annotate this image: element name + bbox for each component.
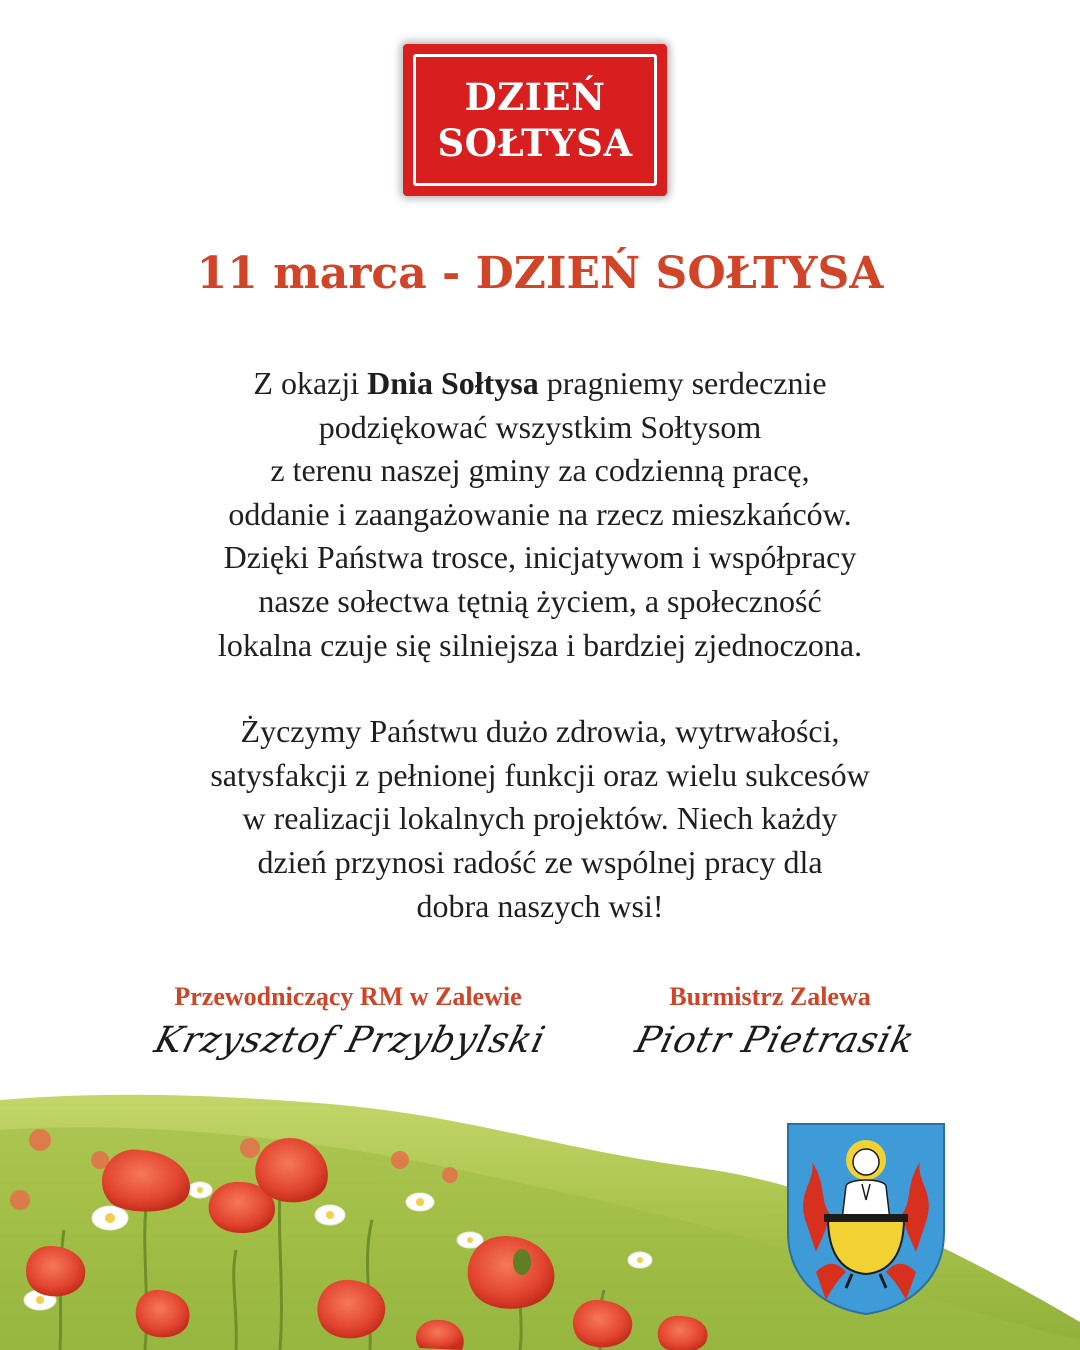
paragraph-thanks-line-1 [70, 362, 1010, 406]
badge-line-2: SOŁTYSA [437, 121, 633, 165]
signature-mayor: Piotr Pietrasik [631, 1020, 919, 1061]
tail-text: pragniemy serdecznie [538, 365, 827, 401]
paragraph-thanks [70, 362, 1010, 667]
paragraph-wishes-line: Życzymy Państwu dużo zdrowia, wytrwałości, [240, 713, 840, 750]
paragraph-thanks-line: oddanie i zaangażowanie na rzecz mieszkańców. [228, 495, 852, 532]
message-body [70, 362, 1010, 928]
paragraph-wishes-line: w realizacji lokalnych projektów. Niech każdy [242, 800, 838, 837]
headline: 11 marca - DZIEŃ SOŁTYSA [196, 248, 884, 299]
paragraph-thanks-line: z terenu naszej gminy za codzienną pracę, [270, 452, 810, 489]
title-badge [403, 44, 667, 196]
badge-line-1: DZIEŃ [464, 75, 606, 119]
signature-role-mayor: Burmistrz Zalewa [669, 982, 871, 1011]
paragraph-thanks-line: lokalna czuje się silniejsza i bardziej zjednoczona. [217, 626, 863, 663]
paragraph-thanks-line: Dzięki Państwa trosce, inicjatywom i współpracy [223, 539, 857, 576]
lead-text: Z okazji [253, 365, 368, 401]
title-badge-frame [413, 54, 657, 186]
signature-role-council-chair: Przewodniczący RM w Zalewie [174, 982, 522, 1011]
zalewo-coat-of-arms [786, 1122, 946, 1316]
paragraph-wishes [70, 710, 1010, 928]
paragraph-thanks-line: nasze sołectwa tętnią życiem, a społeczność [258, 582, 822, 619]
paragraph-thanks-line: podziękować wszystkim Sołtysom [318, 408, 762, 445]
bold-phrase: Dnia Sołtysa [367, 365, 539, 401]
paragraph-wishes-line: satysfakcji z pełnionej funkcji oraz wielu sukcesów [210, 756, 870, 793]
paragraph-wishes-line: dobra naszych wsi! [416, 887, 664, 924]
signature-council-chair: Krzysztof Przybylski [150, 1020, 550, 1061]
paragraph-wishes-line: dzień przynosi radość ze wspólnej pracy dla [257, 843, 823, 880]
